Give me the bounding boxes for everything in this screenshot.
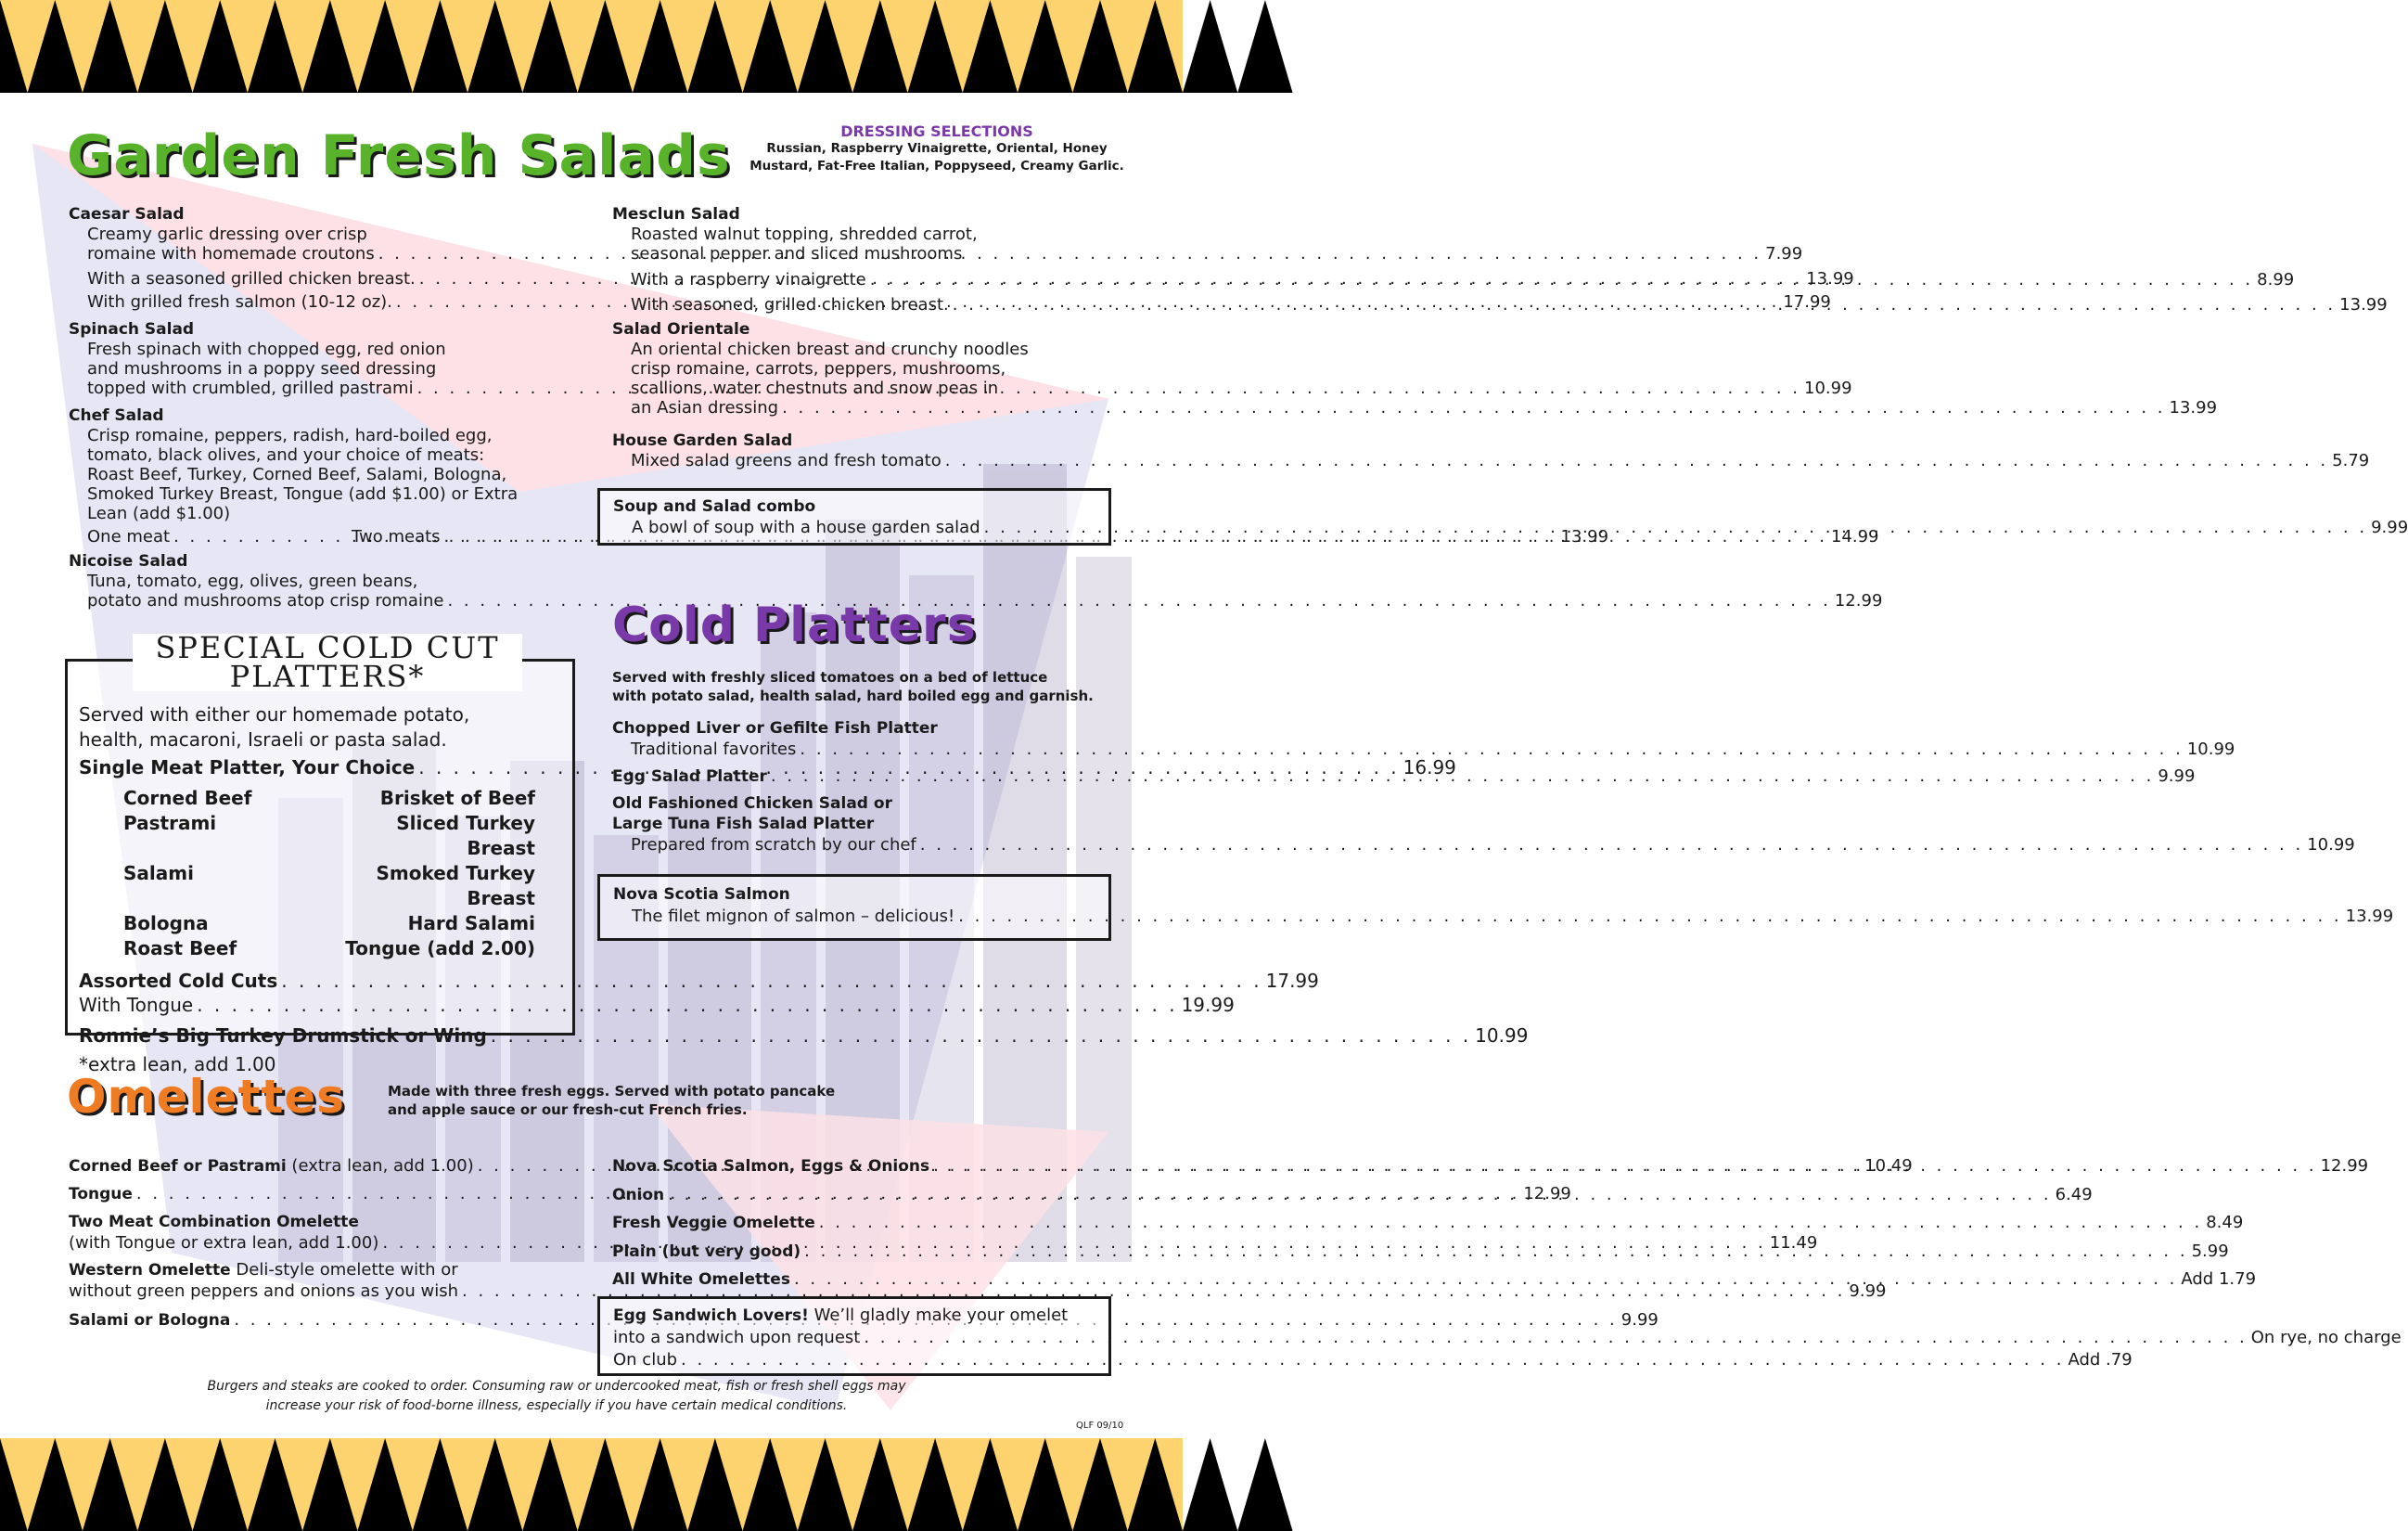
price-row [612,398,2218,418]
item-name: All White Omelettes [612,1270,790,1289]
menu-code: QLF 09/10 [1076,1421,1124,1431]
price: 9.99 [1620,1310,1659,1330]
item-name: Nova Scotia Salmon, Eggs & Onions [612,1157,930,1176]
meat-choice: Sliced Turkey Breast [396,812,535,859]
dressing-line-2: Mustard, Fat-Free Italian, Poppyseed, Creamy Garlic. [749,159,1124,174]
item-desc: seasonal pepper and sliced mushrooms [631,244,963,264]
item-desc: Creamy garlic dressing over crisp [87,225,367,244]
item-desc: Roast Beef, Turkey, Corned Beef, Salami, Bologna, [87,465,507,484]
item-desc: The filet mignon of salmon – delicious! [632,907,955,926]
item-name: Tongue [69,1185,133,1203]
omelettes-subtitle [388,1082,907,1119]
item-desc: (with Tongue or extra lean, add 1.00) [69,1233,379,1253]
drumstick-row [79,1021,1529,1050]
item-desc: scallions, water chestnuts and snow peas in [631,379,999,398]
item-name: Salami or Bologna [69,1311,231,1330]
special-title-line-2: PLATTERS* [229,659,426,694]
band-triangle [1183,0,1237,93]
special-desc-2: health, macaroni, Israeli or pasta salad. [79,728,447,751]
item-desc: Traditional favorites [631,740,797,759]
item-name: Corned Beef or Pastrami [69,1157,287,1176]
item-name: Old Fashioned Chicken Salad or [612,794,892,813]
item-name: Caesar Salad [69,205,185,224]
option-label: With a seasoned grilled chicken breast. [87,269,416,289]
meat-choices [79,786,554,961]
price-row [69,591,1883,611]
price: 13.99 [2339,295,2388,315]
price: Add .79 [2068,1350,2133,1370]
band-triangle [1237,1438,1292,1531]
item-desc: Prepared from scratch by our chef [631,835,916,855]
meat-choice: Bologna [123,912,209,934]
item-desc: Lean (add $1.00) [87,504,231,523]
price: 10.99 [2307,835,2355,855]
item-desc: An oriental chicken breast and crunchy noodles [631,340,1029,359]
price: 13.99 [1560,527,1609,547]
top-zigzag-graphic [0,0,1183,93]
meat-choice: Salami [123,862,194,884]
item-desc: potato and mushrooms atop crisp romaine [87,591,444,611]
omelettes-title: Omelettes [67,1070,346,1124]
price: 14.99 [1830,527,1879,547]
item-desc: crisp romaine, carrots, peppers, mushrooms, [631,359,1006,379]
rye-option: On rye, no charge [2250,1328,2402,1347]
item-name: Mesclun Salad [612,205,740,224]
price: 9.99 [2371,518,2408,537]
omelette-item [612,1209,2244,1237]
sandwich-text: We’ll gladly make your omelet [808,1306,1069,1325]
option-label: One meat [87,527,171,547]
meat-choice: Corned Beef [123,787,252,809]
item-name: Nicoise Salad [69,552,188,571]
item-desc: A bowl of soup with a house garden salad [632,518,980,537]
dressing-selections [742,122,1132,175]
special-title [133,630,522,694]
price: 11.49 [1769,1233,1818,1253]
extra-lean-note: *extra lean, add 1.00 [79,1053,276,1075]
item-desc: Deli-style omelette with or [230,1260,458,1280]
health-disclaimer [186,1377,928,1416]
price: 10.99 [1804,379,1852,398]
dressing-line-1: Russian, Raspberry Vinaigrette, Oriental, Honey [766,141,1108,156]
sandwich-text: into a sandwich upon request [613,1328,861,1347]
drumstick-label: Ronnie’s Big Turkey Drumstick or Wing [79,1024,487,1047]
price: 17.99 [1265,970,1319,992]
price: 10.49 [1864,1156,1913,1176]
special-desc-1: Served with either our homemade potato, [79,703,470,726]
item-name: Chef Salad [69,406,164,425]
price: 16.99 [1403,756,1456,778]
price: 6.49 [2055,1185,2093,1204]
chicken-tuna-item [612,793,2355,856]
price: 13.99 [1806,269,1854,289]
item-name: Soup and Salad combo [613,497,816,516]
price-row [69,1280,1887,1303]
bottom-zigzag-band [0,1438,1183,1531]
item-name: Fresh Veggie Omelette [612,1214,815,1232]
nova-scotia-box [597,874,2394,941]
house-garden-salad [612,431,2370,471]
bottom-zigzag-graphic [0,1438,1183,1531]
price-row [613,905,2394,929]
item-name: Two Meat Combination Omelette [69,1213,359,1231]
price: 9.99 [1849,1281,1887,1301]
item-name: Plain (but very good) [612,1242,801,1261]
price-row [612,451,2370,471]
price: 13.99 [2345,907,2394,926]
band-triangle [1183,1438,1237,1531]
item-desc: Mixed salad greens and fresh tomato [631,451,941,470]
tongue-label: With Tongue [79,994,194,1016]
item-name: Onion [612,1186,665,1204]
cold-platters-title: Cold Platters [612,598,977,653]
item-desc: Tuna, tomato, egg, olives, green beans, [87,572,418,591]
price: 10.99 [1475,1024,1529,1047]
price: 13.99 [2169,398,2218,418]
chopped-liver-item [612,718,2235,761]
item-desc: Roasted walnut topping, shredded carrot, [631,225,978,244]
item-name: Nova Scotia Salmon [613,885,790,904]
band-triangle [1237,0,1292,93]
price: 19.99 [1181,994,1235,1016]
cold-sub-2: with potato salad, health salad, hard boiled egg and garnish. [612,688,1094,704]
disclaimer-line-1: Burgers and steaks are cooked to order. Consuming raw or undercooked meat, fish or fresh shell eggs may [207,1379,906,1394]
top-zigzag-band [0,0,1183,93]
club-option: On club [613,1350,678,1370]
meat-choice: Tongue (add 2.00) [345,937,535,959]
price: 8.49 [2206,1213,2244,1232]
item-desc: Fresh spinach with chopped egg, red onion [87,340,446,359]
meat-choice: Smoked Turkey Breast [376,862,535,909]
option-label: Two meats [352,527,441,547]
item-desc: an Asian dressing [631,398,779,418]
item-name: House Garden Salad [612,431,793,450]
option-label: With seasoned, grilled chicken breast. [631,295,949,315]
item-desc: without green peppers and onions as you wish [69,1281,458,1301]
item-name: Chopped Liver or Gefilte Fish Platter [612,719,938,738]
assorted-label: Assorted Cold Cuts [79,970,278,992]
item-name: Salad Orientale [612,320,750,339]
item-name: Spinach Salad [69,320,195,339]
salads-title: Garden Fresh Salads [67,123,731,188]
price-row [613,1327,2402,1349]
single-meat-label: Single Meat Platter, Your Choice [79,756,416,778]
item-desc: Crisp romaine, peppers, radish, hard-boiled egg, [87,426,493,445]
meat-choice: Brisket of Beef [379,787,535,809]
price-row [613,1349,2133,1371]
meat-choice: Roast Beef [123,937,237,959]
cold-sub-1: Served with freshly sliced tomatoes on a bed of lettuce [612,669,1048,686]
price: 12.99 [2320,1156,2369,1176]
item-name: Western Omelette [69,1261,231,1280]
item-desc: Smoked Turkey Breast, Tongue (add $1.00) or Extra [87,484,519,504]
price-row [612,739,2235,761]
item-name: Egg Sandwich Lovers! [613,1306,809,1325]
price: 8.99 [2257,270,2295,289]
omelettes-sub-1: Made with three fresh eggs. Served with potato pancake [388,1083,836,1100]
disclaimer-line-2: increase your risk of food-borne illness, especially if you have certain medical conditions. [265,1398,848,1413]
special-title-line-1: SPECIAL COLD CUT [155,630,500,665]
item-extra: (extra lean, add 1.00) [286,1156,474,1176]
item-desc: romaine with homemade croutons [87,244,375,264]
item-desc: and mushrooms in a poppy seed dressing [87,359,437,379]
item-desc: topped with crumbled, grilled pastrami [87,379,414,398]
price-row [612,834,2355,856]
meat-choice: Pastrami [123,812,217,834]
price: 10.99 [2186,740,2235,759]
price: 9.99 [2158,766,2196,786]
nicoise-salad [69,551,1883,611]
price: Add 1.79 [2181,1269,2257,1289]
meat-choice: Hard Salami [407,912,535,934]
omelettes-sub-2: and apple sauce or our fresh-cut French fries. [388,1101,748,1118]
tongue-row [79,993,1235,1017]
price: 12.99 [1834,591,1883,611]
price: 17.99 [1783,292,1831,312]
option-label: With grilled fresh salmon (10-12 oz). [87,292,392,312]
item-name: Large Tuna Fish Salad Platter [612,815,875,833]
item-desc: tomato, black olives, and your choice of meats: [87,445,485,465]
price: 5.99 [2191,1242,2229,1261]
dressing-heading: DRESSING SELECTIONS [840,122,1033,140]
item-name: Egg Salad Platter [612,767,767,786]
option-label: With a raspberry vinaigrette [631,270,866,289]
price: 5.79 [2332,451,2370,470]
price: 7.99 [1765,244,1803,264]
assorted-row [79,969,1319,993]
price: 12.99 [1523,1184,1571,1203]
